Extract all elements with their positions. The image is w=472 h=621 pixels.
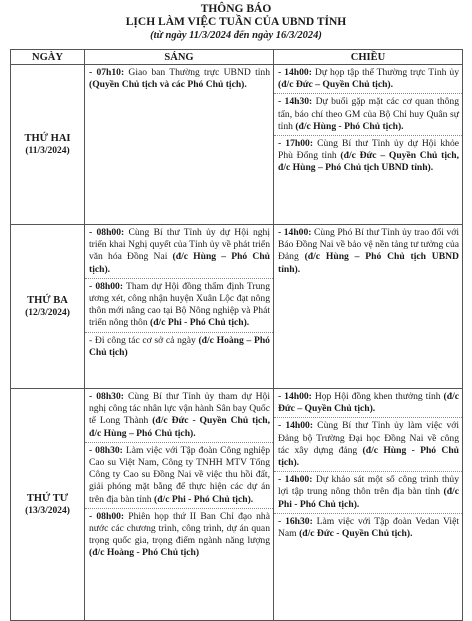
item-assignee: (đ/c Phi - Phó Chủ tịch).	[278, 486, 459, 510]
schedule-item	[274, 94, 462, 136]
item-time: - 14h00:	[278, 227, 312, 238]
table-row-wednesday	[11, 389, 463, 621]
item-assignee: (đ/c Đức – Quyền Chủ tịch, đ/c Hùng – Phó Chủ tịch UBND tỉnh).	[278, 150, 459, 174]
schedule-table	[10, 49, 463, 621]
schedule-item	[274, 225, 462, 278]
table-header-row	[11, 50, 463, 65]
day-date: (13/3/2024)	[25, 506, 70, 516]
item-text: - Đi công tác cơ sở cả ngày	[89, 334, 199, 346]
schedule-item	[85, 65, 273, 93]
item-text: Làm việc với Tập đoàn Vedan Việt Nam	[278, 515, 460, 540]
document-header	[0, 3, 472, 42]
table-row-monday	[11, 65, 463, 225]
item-time: - 14h00:	[278, 474, 313, 486]
schedule-item	[274, 65, 462, 94]
day-cell	[11, 65, 85, 225]
afternoon-cell	[274, 65, 463, 225]
morning-cell	[85, 225, 274, 389]
schedule-item	[85, 509, 273, 562]
document-title: THÔNG BÁO	[200, 3, 272, 15]
item-text: Phiên họp thứ II Ban Chỉ đạo nhà nước các chương trình, công trình, dự án quan trọng quốc gia, trọng điểm ngành năng lượng	[89, 510, 270, 547]
item-assignee: (đ/c Hùng - Phó Chủ tịch).	[295, 120, 404, 132]
schedule-item	[85, 389, 273, 443]
morning-cell	[85, 65, 274, 225]
schedule-item	[274, 418, 462, 472]
day-cell	[11, 389, 85, 621]
item-assignee: (đ/c Đức - Quyền Chủ tịch).	[299, 528, 413, 540]
day-cell	[11, 225, 85, 389]
item-time: - 14h00:	[278, 420, 314, 432]
day-name: THỨ HAI	[24, 133, 71, 144]
item-text: Cùng Bí thư Tỉnh ủy dự Hội khỏe Phù Đổng tỉnh	[278, 138, 460, 162]
item-text: Tham dự Hội đồng thẩm định Trung ương xét, công nhận huyện Xuân Lộc đạt nông thôn mới nâng cao tại Bộ Nông nghiệp và Phát triển nông thôn	[89, 280, 270, 329]
item-text: Dự buổi gặp mặt các cơ quan thông tấn, báo chí theo GM của Bộ Chỉ huy Quân sự tỉnh	[278, 96, 460, 132]
schedule-item	[85, 333, 273, 361]
schedule-item	[85, 279, 273, 333]
day-name: THỨ TƯ	[26, 493, 69, 504]
item-time: - 08h00:	[89, 227, 125, 238]
day-date: (12/3/2024)	[25, 308, 70, 318]
item-text: Dự khảo sát một số công trình thủy lợi tập trung nông thôn trên địa bàn tỉnh	[278, 474, 460, 498]
item-assignee: (đ/c Hùng - Phó Chủ tịch).	[278, 444, 459, 469]
table-row-tuesday	[11, 225, 463, 389]
schedule-item	[85, 225, 273, 279]
item-time: - 08h00:	[89, 510, 125, 522]
column-header-day: NGÀY	[11, 50, 85, 65]
item-time: - 16h30:	[278, 515, 313, 527]
column-header-afternoon: CHIỀU	[274, 50, 463, 65]
item-text: Họp Hội đồng khen thưởng tỉnh	[311, 391, 444, 402]
item-text: Cùng Phó Bí thư Tỉnh ủy trao đổi với Báo Đồng Nai về bảo vệ nền tảng tư tưởng của Đảng	[278, 227, 459, 263]
item-text: Cùng Bí thư Tỉnh ủy dự Hội nghị triển khai Nghị quyết của Tỉnh ủy về phát triển văn hóa Đồng Nai	[89, 227, 271, 263]
item-assignee: (đ/c Hoàng – Phó Chủ tịch)	[89, 334, 270, 358]
item-assignee: (đ/c Hùng – Phó Chủ tịch).	[89, 251, 270, 275]
document-subtitle: LỊCH LÀM VIỆC TUẦN CỦA UBND TỈNH	[125, 16, 347, 28]
day-date: (11/3/2024)	[25, 146, 70, 156]
item-assignee: (đ/c Hùng – Phó Chủ tịch UBND tỉnh).	[278, 251, 459, 275]
item-text: Làm việc với Tập đoàn Công nghiệp Cao su Việt Nam, Công ty TNHH MTV Tổng Công ty Cao su Đồng Nai về việc thu hồi đất, giải phóng mặt bằng để thực hiện các dự án trên địa bàn tỉnh	[89, 444, 270, 505]
item-assignee: (đ/c Đức - Quyền Chủ tịch, đ/c Hùng – Phó Chủ tịch).	[89, 415, 270, 439]
item-time: - 14h00:	[278, 391, 312, 402]
item-assignee: (đ/c Hoàng - Phó Chủ tịch)	[89, 547, 200, 559]
item-assignee: (đ/c Phi - Phó Chủ tịch).	[154, 493, 254, 505]
afternoon-cell	[274, 225, 463, 389]
item-time: - 08h30:	[89, 391, 124, 402]
item-assignee: (đ/c Đức – Quyền Chủ tịch).	[278, 79, 394, 91]
item-time: - 07h10:	[89, 67, 125, 78]
item-time: - 14h00:	[278, 67, 312, 78]
schedule-item	[85, 443, 273, 509]
schedule-item	[274, 472, 462, 514]
item-time: - 08h00:	[89, 280, 124, 292]
morning-cell	[85, 389, 274, 621]
item-text: Dự họp tập thể Thường trực Tỉnh ủy	[311, 67, 459, 78]
item-assignee: (đ/c Đức – Quyền Chủ tịch).	[278, 391, 460, 415]
schedule-item	[274, 514, 462, 542]
item-time: - 17h00:	[278, 138, 314, 150]
item-time: - 14h30:	[278, 96, 313, 108]
afternoon-cell	[274, 389, 463, 621]
item-text: Cùng Bí thư Tỉnh ủy tham dự Hội nghị công tác nhân lực vận hành Sân bay Quốc tế Long Thành	[89, 391, 270, 427]
item-assignee: (Quyền Chủ tịch và các Phó Chủ tịch).	[89, 79, 247, 91]
schedule-item	[274, 389, 462, 418]
schedule-item	[274, 136, 462, 177]
day-name: THỨ BA	[27, 295, 68, 306]
item-text: Giao ban Thường trực UBND tỉnh	[124, 67, 270, 78]
column-header-morning: SÁNG	[85, 50, 274, 65]
item-time: - 08h30:	[89, 444, 123, 456]
date-range: (từ ngày 11/3/2024 đến ngày 16/3/2024)	[150, 30, 322, 41]
item-text: Cùng Bí thư Tỉnh ủy làm việc với Đảng bộ Trường Đại học Đồng Nai về công tác xây dựng đảng	[278, 420, 459, 456]
item-assignee: (đ/c Phi - Phó Chủ tịch).	[150, 317, 250, 329]
